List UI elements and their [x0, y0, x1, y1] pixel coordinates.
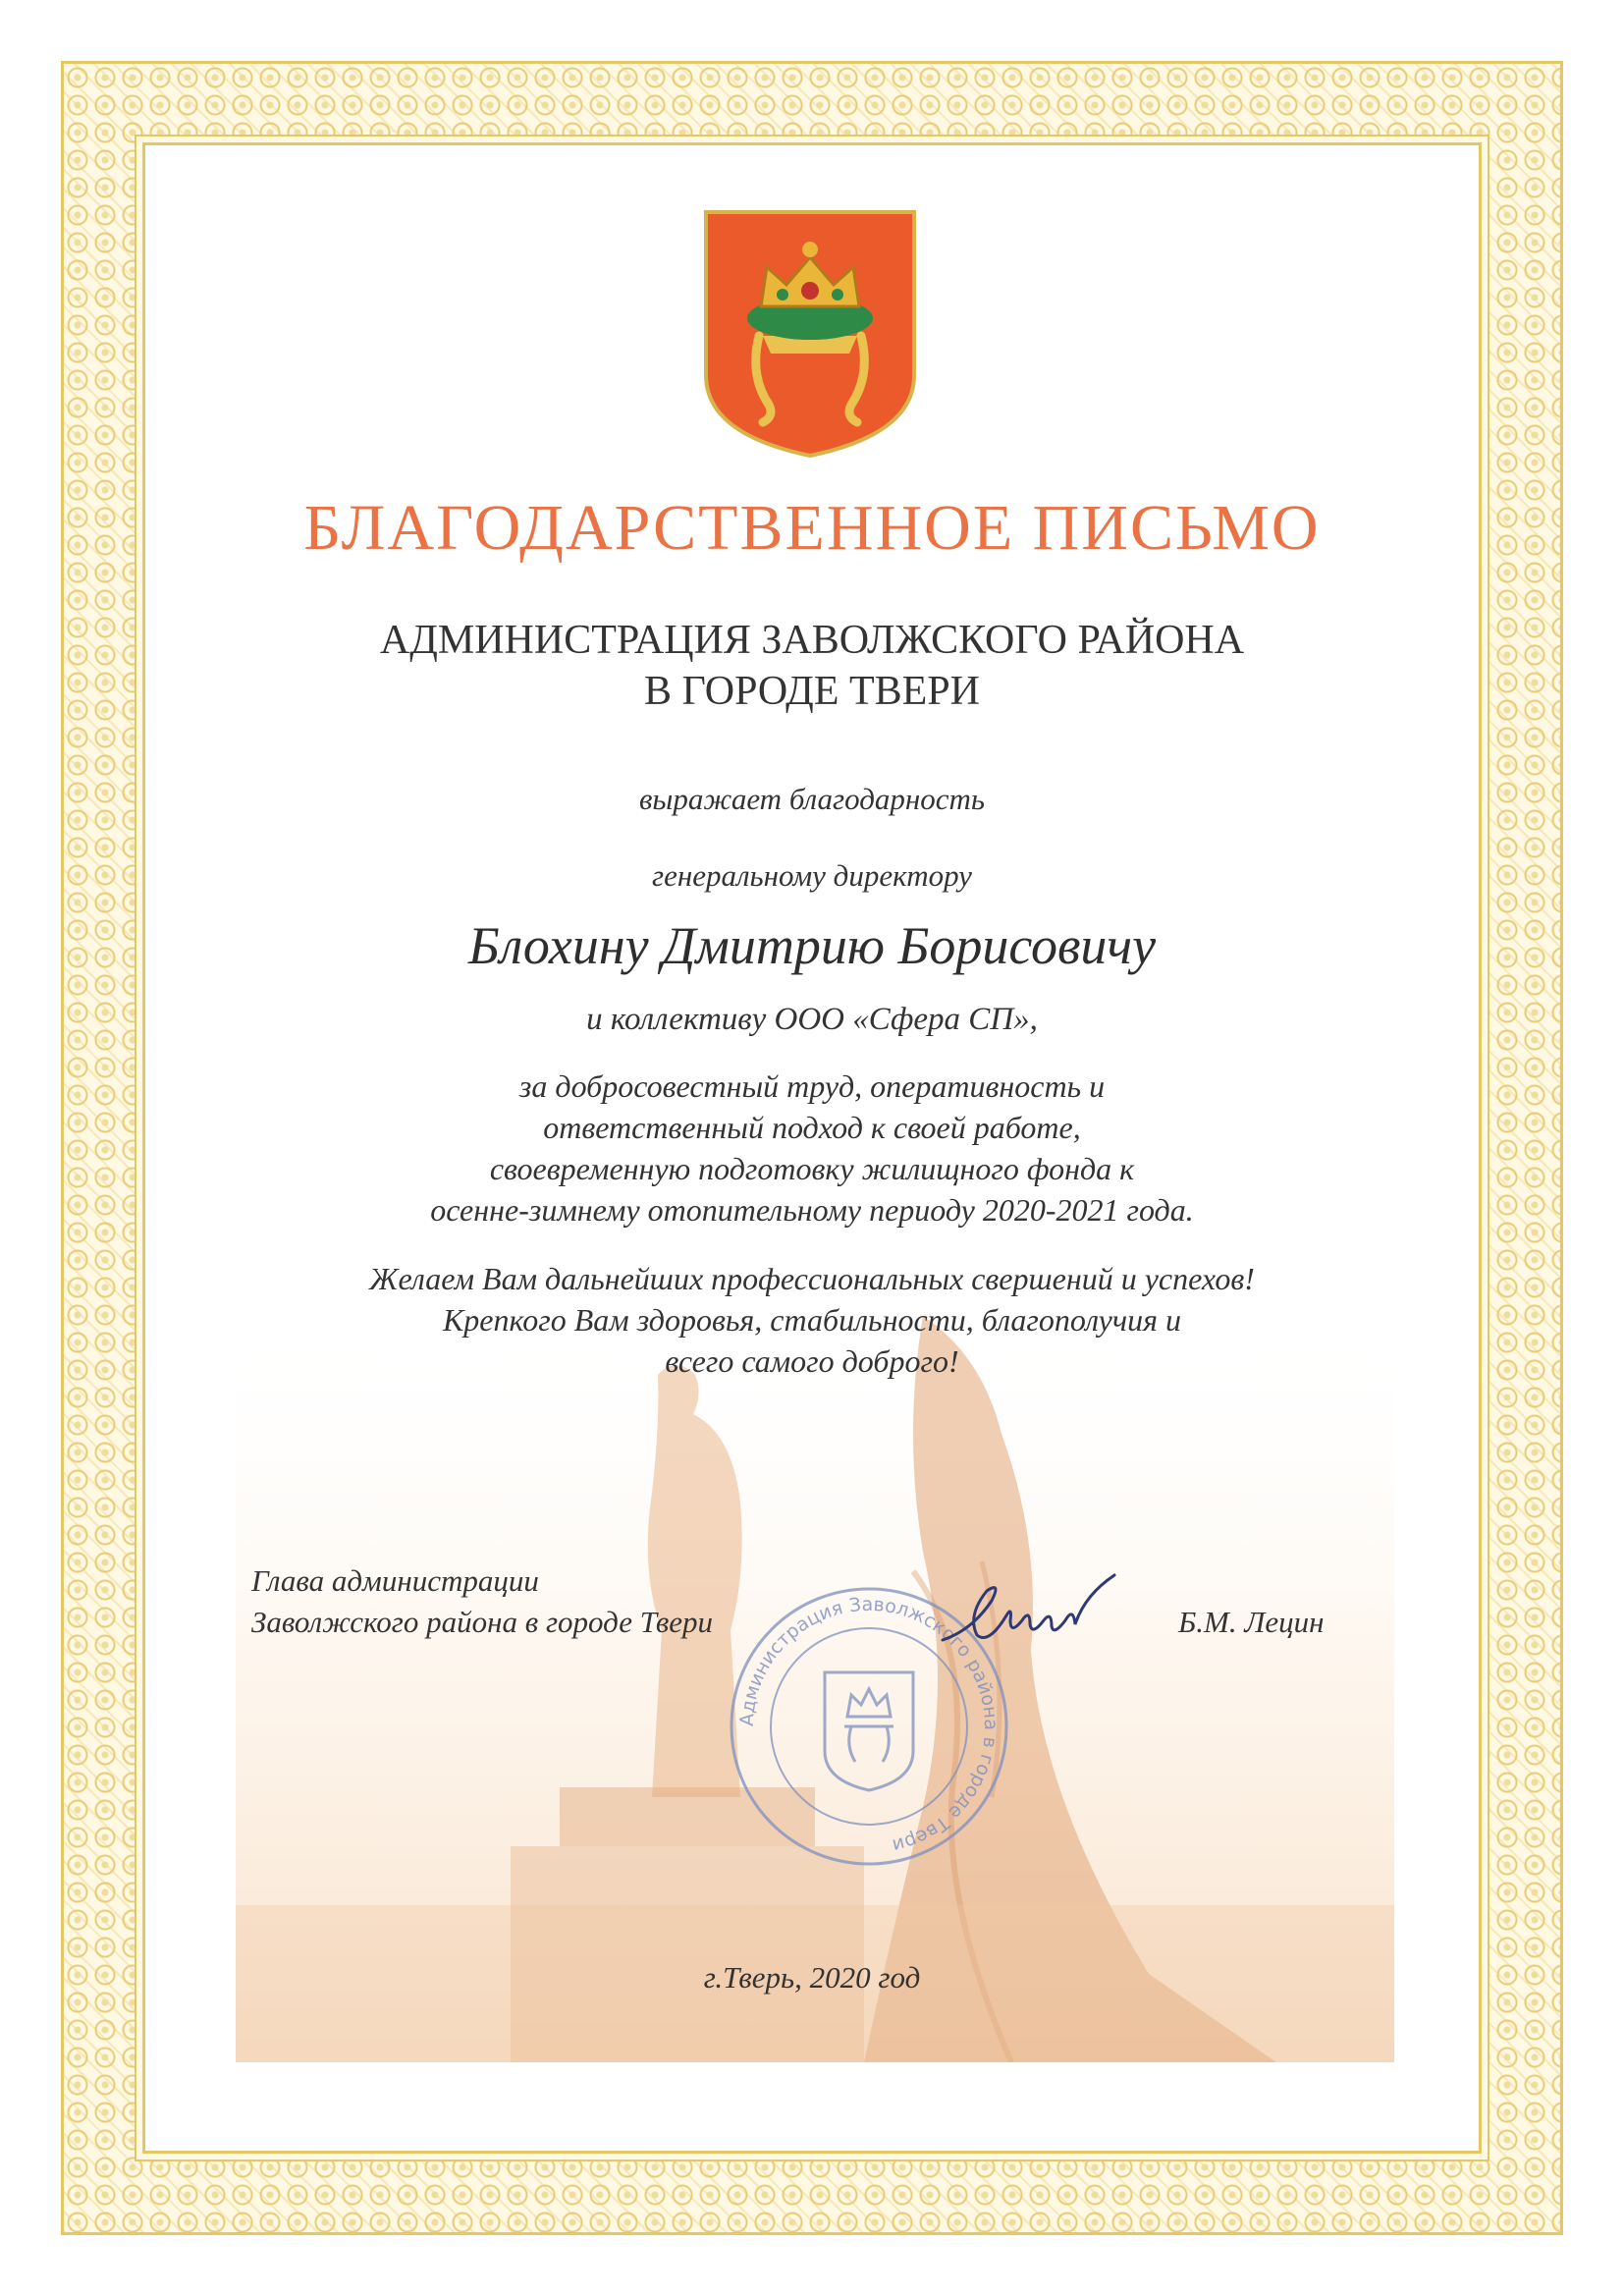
letter-title: БЛАГОДАРСТВЕННОЕ ПИСЬМО — [303, 492, 1321, 564]
signatory-name: Б.М. Лецин — [1178, 1605, 1325, 1639]
tver-coat-of-arms — [702, 208, 918, 460]
wishes-line: всего самого доброго! — [665, 1343, 959, 1379]
wishes-line: Желаем Вам дальнейших профессиональных свершений и успехов! — [369, 1261, 1255, 1296]
wishes-line: Крепкого Вам здоровья, стабильности, благополучия и — [443, 1302, 1181, 1338]
signatory-position-line2: Заволжского района в городе Твери — [251, 1605, 714, 1639]
stamp-text: Администрация Заволжского района в городе Твери — [735, 1593, 1002, 1857]
organization-name-line1: АДМИНИСТРАЦИЯ ЗАВОЛЖСКОГО РАЙОНА — [379, 618, 1245, 663]
recipient-role: генеральному директору — [652, 858, 972, 893]
expresses-gratitude-text: выражает благодарность — [638, 782, 986, 816]
reason-line: ответственный подход к своей работе, — [543, 1110, 1081, 1145]
handwritten-signature — [933, 1571, 1129, 1660]
reason-line: своевременную подготовку жилищного фонда к — [489, 1151, 1135, 1186]
recipient-name: Блохину Дмитрию Борисовичу — [467, 916, 1157, 975]
recipient-team: и коллективу ООО «Сфера СП», — [586, 1002, 1038, 1037]
reason-line: за добросовестный труд, оперативность и — [518, 1068, 1106, 1104]
organization-name-line2: В ГОРОДЕ ТВЕРИ — [643, 669, 980, 714]
place-and-date: г.Тверь, 2020 год — [703, 1960, 921, 1995]
reason-line: осенне-зимнему отопительному периоду 2020-2021 года. — [430, 1192, 1194, 1228]
signatory-position-line1: Глава администрации — [251, 1563, 539, 1598]
